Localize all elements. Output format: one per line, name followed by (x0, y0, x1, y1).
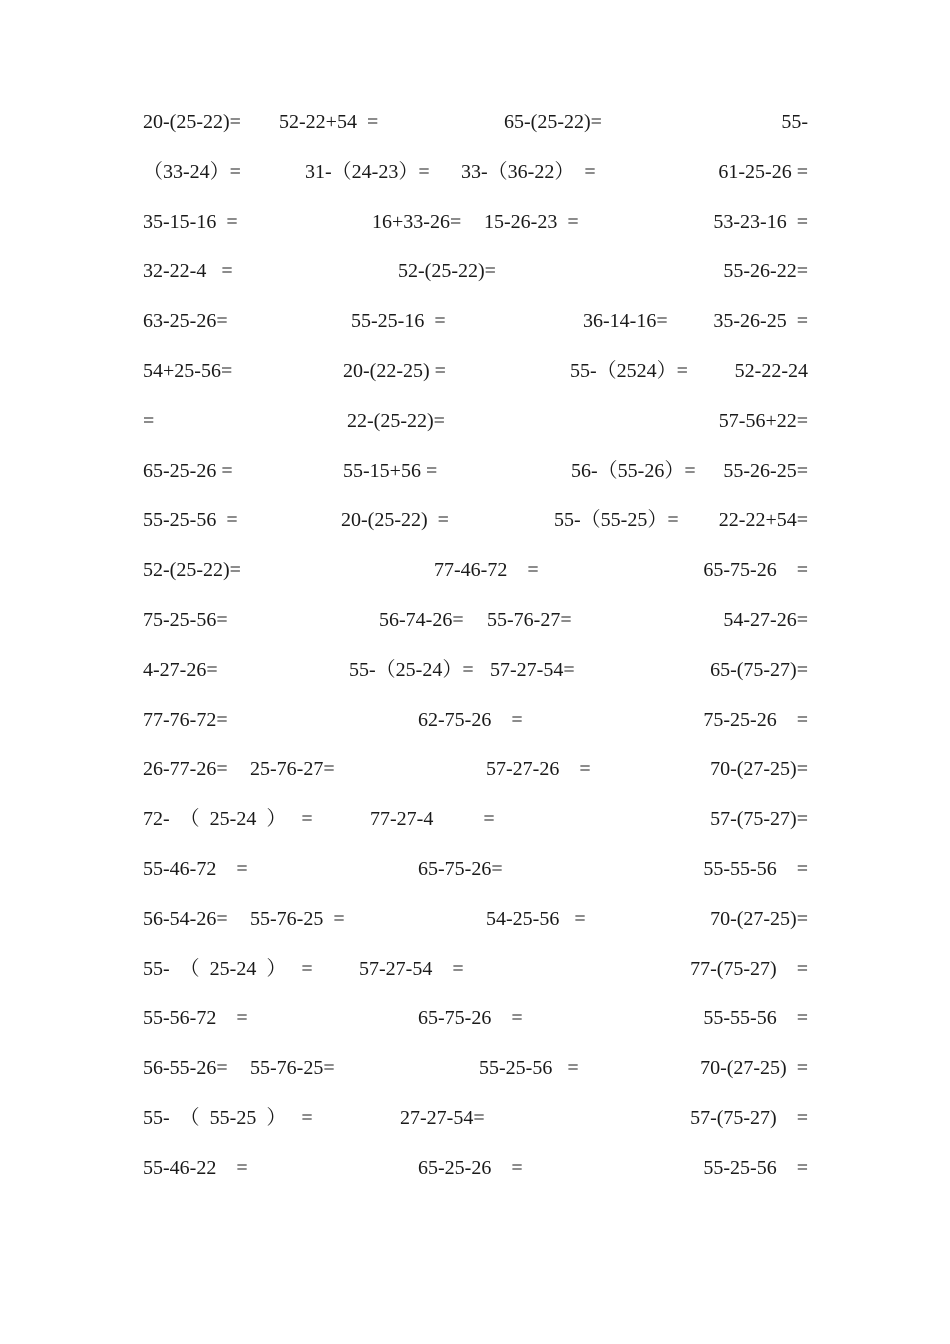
problem: 55-76-25= (250, 1057, 335, 1080)
problem-line (143, 256, 808, 306)
problem: 55-26-25= (723, 459, 808, 482)
problem: 72- （ 25-24 ） = (143, 808, 313, 831)
problem-line (143, 1053, 808, 1103)
problem-line (143, 1103, 808, 1153)
problem-line (143, 456, 808, 506)
problem: 77-(75-27) = (690, 957, 808, 980)
problem: 57-56+22= (718, 409, 808, 432)
problem-line (143, 207, 808, 257)
problem-line (143, 705, 808, 755)
problem: 75-25-26 = (703, 708, 808, 731)
problem: 57-27-26 = (486, 758, 591, 781)
problem: 33-（36-22） = (461, 160, 596, 183)
problem-line (143, 605, 808, 655)
problem: 65-25-26 = (143, 459, 233, 482)
problem-line (143, 356, 808, 406)
problem: 55-46-72 = (143, 857, 248, 880)
problem: 65-(25-22)= (504, 111, 602, 133)
problem: 55-（2524）= (570, 359, 688, 382)
problem: = (143, 409, 155, 432)
problem: 55- （ 25-24 ） = (143, 957, 313, 980)
problem: 55-26-22= (723, 260, 808, 283)
problem: （33-24）= (143, 160, 241, 183)
problem: 56-55-26= (143, 1057, 228, 1080)
problem: 15-26-23 = (484, 210, 579, 233)
problem: 65-75-26 = (703, 559, 808, 582)
problem: 25-76-27= (250, 758, 335, 781)
problem-line (143, 754, 808, 804)
problem: 26-77-26= (143, 758, 228, 781)
problem: 20-(22-25) = (343, 359, 446, 382)
problem-line (143, 555, 808, 605)
problem: 22-(25-22)= (347, 409, 445, 432)
problem: 70-(27-25)= (710, 758, 808, 781)
problem: 55-55-56 = (703, 1007, 808, 1030)
problem-line (143, 1153, 808, 1203)
problem: 55-25-56 = (479, 1057, 579, 1080)
problem-line (143, 904, 808, 954)
problem: 4-27-26= (143, 658, 218, 681)
problem: 54-27-26= (723, 608, 808, 631)
problem: 56-（55-26）= (571, 459, 696, 482)
problem: 52-(25-22)= (143, 559, 241, 582)
problem: 35-15-16 = (143, 210, 238, 233)
problem: 55-46-22 = (143, 1156, 248, 1179)
problem-line (143, 954, 808, 1004)
problem: 27-27-54= (400, 1106, 485, 1129)
problem: 35-26-25 = (713, 310, 808, 333)
problem: 62-75-26 = (418, 708, 523, 731)
problem-line (143, 157, 808, 207)
problem-line (143, 804, 808, 854)
problem-line (143, 505, 808, 555)
problem: 32-22-4 = (143, 260, 233, 283)
problem-line (143, 107, 808, 157)
problem: 65-75-26= (418, 857, 503, 880)
problem: 55-25-56 = (703, 1156, 808, 1179)
problem: 70-(27-25)= (710, 907, 808, 930)
problem: 77-76-72= (143, 708, 228, 731)
problem-line (143, 306, 808, 356)
problem: 31-（24-23）= (305, 160, 430, 183)
problem: 54+25-56= (143, 359, 233, 382)
problem: 52-22+54 = (279, 111, 379, 133)
problem: 61-25-26 = (718, 160, 808, 183)
problem: 55-56-72 = (143, 1007, 248, 1030)
arithmetic-problem-list (143, 107, 808, 1203)
problem: 20-(25-22) = (341, 509, 449, 532)
problem: 55-76-25 = (250, 907, 345, 930)
problem: 52-22-24 (734, 359, 808, 382)
problem: 36-14-16= (583, 310, 668, 333)
problem: 16+33-26= (372, 210, 462, 233)
problem: 55- (781, 111, 808, 133)
problem: 55-55-56 = (703, 857, 808, 880)
problem: 55-25-56 = (143, 509, 238, 532)
problem: 56-54-26= (143, 907, 228, 930)
problem: 65-25-26 = (418, 1156, 523, 1179)
problem-line (143, 655, 808, 705)
problem-line (143, 854, 808, 904)
problem: 22-22+54= (718, 509, 808, 532)
problem: 75-25-56= (143, 608, 228, 631)
problem: 56-74-26= (379, 608, 464, 631)
problem: 52-(25-22)= (398, 260, 496, 283)
problem: 55-（55-25）= (554, 509, 679, 532)
problem-line (143, 406, 808, 456)
problem-line (143, 1003, 808, 1053)
problem: 57-(75-27) = (690, 1106, 808, 1129)
problem: 77-46-72 = (434, 559, 539, 582)
problem: 55-25-16 = (351, 310, 446, 333)
problem: 55-（25-24）= (349, 658, 474, 681)
problem: 57-27-54 = (359, 957, 464, 980)
problem: 53-23-16 = (713, 210, 808, 233)
problem: 54-25-56 = (486, 907, 586, 930)
problem: 55- （ 55-25 ） = (143, 1106, 313, 1129)
problem: 65-(75-27)= (710, 658, 808, 681)
problem: 63-25-26= (143, 310, 228, 333)
problem: 55-15+56 = (343, 459, 438, 482)
problem: 55-76-27= (487, 608, 572, 631)
problem: 70-(27-25) = (700, 1057, 808, 1080)
problem: 57-27-54= (490, 658, 575, 681)
problem: 20-(25-22)= (143, 111, 241, 133)
problem: 65-75-26 = (418, 1007, 523, 1030)
problem: 77-27-4 = (370, 808, 495, 831)
problem: 57-(75-27)= (710, 808, 808, 831)
